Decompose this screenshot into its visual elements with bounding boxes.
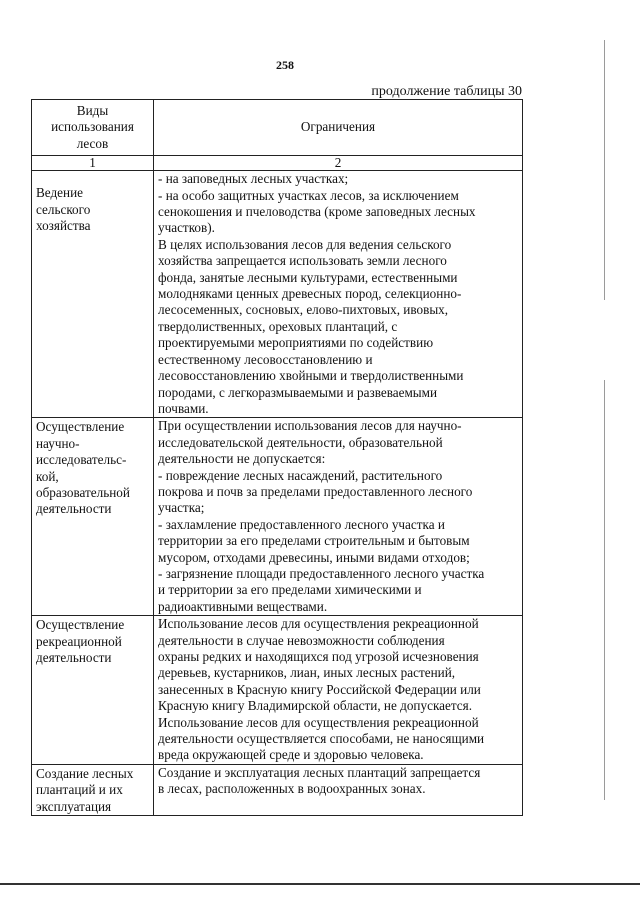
restrictions-table	[31, 99, 523, 816]
cell-line: научно-	[36, 435, 80, 451]
scan-edge-line	[604, 380, 605, 800]
cell-line: деятельности	[36, 501, 112, 517]
cell-line: Использование лесов для осуществления рекреационной	[158, 714, 479, 730]
scan-bottom-edge	[0, 883, 640, 885]
restrictions-cell	[154, 764, 523, 815]
header-line: Виды	[76, 103, 109, 118]
header-line: использования	[51, 119, 134, 135]
cell-line: деятельности в случае невозможности соблюдения	[158, 632, 445, 648]
column-number: 2	[154, 156, 523, 171]
kind-of-use-cell	[32, 418, 154, 616]
cell-line: образовательной	[36, 484, 130, 500]
cell-line: хозяйства	[36, 218, 91, 234]
table-row	[32, 171, 523, 418]
cell-line: деятельности не допускается:	[158, 451, 326, 467]
header-restrictions: Ограничения	[154, 100, 523, 156]
cell-line: молодняками ценных древесных пород, селекционно-	[158, 286, 462, 302]
kind-of-use-cell	[32, 171, 154, 418]
cell-line: вреда окружающей среде и здоровью человека.	[158, 747, 424, 763]
table-row	[32, 418, 523, 616]
cell-line: радиоактивными веществами.	[158, 598, 328, 614]
cell-line: в лесах, расположенных в водоохранных зонах.	[158, 781, 426, 797]
cell-line: участков).	[158, 220, 215, 236]
cell-line: проектируемыми мероприятиями по содействию	[158, 335, 434, 351]
header-line: лесов	[76, 135, 109, 151]
restrictions-cell	[154, 418, 523, 616]
cell-line: Красную книгу Владимирской области, не допускается.	[158, 698, 472, 714]
cell-line: фонда, занятые лесными культурами, естественными	[158, 269, 458, 285]
cell-line: и территории за его пределами химическими и	[158, 582, 422, 598]
restrictions-cell	[154, 616, 523, 765]
cell-line: Использование лесов для осуществления рекреационной	[158, 616, 479, 632]
kind-of-use-cell	[32, 616, 154, 765]
table-row	[32, 616, 523, 765]
cell-line: рекреационной	[36, 633, 122, 649]
cell-line: деятельности	[36, 650, 112, 665]
cell-line: эксплуатация	[36, 798, 112, 814]
page-number: 258	[276, 58, 294, 72]
cell-line: естественному лесовосстановлению и	[158, 351, 373, 367]
cell-line: покрова и почв за пределами предоставленного лесного	[158, 483, 473, 499]
scan-edge-line	[604, 40, 605, 300]
cell-line: - захламление предоставленного лесного участка и	[158, 516, 445, 532]
header-kind-of-use	[32, 100, 154, 156]
cell-line: При осуществлении использования лесов для научно-	[158, 418, 462, 434]
cell-line: исследовательс-	[36, 452, 127, 468]
cell-line: занесенных в Красную книгу Российской Федерации или	[158, 681, 481, 697]
column-number-row	[32, 156, 523, 171]
table-row	[32, 764, 523, 815]
cell-line: мусором, отходами древесины, иными видами отходов;	[158, 549, 470, 565]
cell-line: породами, с легкоразмываемыми и развеваемыми	[158, 384, 438, 400]
cell-line: деятельности осуществляется способами, не наносящими	[158, 731, 485, 747]
kind-of-use-cell	[32, 764, 154, 815]
cell-line: плантаций и их	[36, 782, 123, 798]
cell-line: почвами.	[158, 400, 209, 416]
cell-line: Создание лесных	[36, 765, 134, 781]
cell-line: В целях использования лесов для ведения сельского	[158, 236, 452, 252]
cell-line: охраны редких и находящихся под угрозой исчезновения	[158, 649, 479, 664]
cell-line: твердолиственных, ореховых плантаций, с	[158, 318, 398, 334]
cell-line: участка;	[158, 500, 205, 516]
column-number: 1	[32, 156, 154, 171]
cell-line: исследовательской деятельности, образовательной	[158, 434, 443, 450]
cell-line: - загрязнение площади предоставленного лесного участка	[158, 565, 485, 581]
cell-line: Осуществление	[36, 419, 125, 435]
cell-line: - повреждение лесных насаждений, растительного	[158, 467, 443, 483]
cell-line: Создание и эксплуатация лесных плантаций запрещается	[158, 764, 481, 780]
table-header-row	[32, 100, 523, 156]
cell-line: сельского	[36, 201, 91, 217]
cell-line: хозяйства запрещается использовать земли лесного	[158, 253, 447, 269]
cell-line: Осуществление	[36, 617, 125, 633]
cell-line: территории за его пределами строительным и бытовым	[158, 533, 470, 549]
cell-line: деревьев, кустарников, лиан, иных лесных растений,	[158, 665, 456, 681]
restrictions-cell	[154, 171, 523, 418]
cell-line: - на заповедных лесных участках;	[158, 171, 349, 187]
cell-line: кой,	[36, 468, 59, 484]
cell-line: - на особо защитных участках лесов, за исключением	[158, 187, 459, 203]
cell-line: сенокошения и пчеловодства (кроме заповедных лесных	[158, 204, 476, 220]
cell-line: лесосеменных, сосновых, елово-пихтовых, ивовых,	[158, 302, 449, 318]
table-continuation-label: продолжение таблицы 30	[371, 84, 522, 99]
cell-line: Ведение	[36, 185, 84, 201]
cell-line: лесовосстановлению хвойными и твердолиственными	[158, 368, 464, 384]
